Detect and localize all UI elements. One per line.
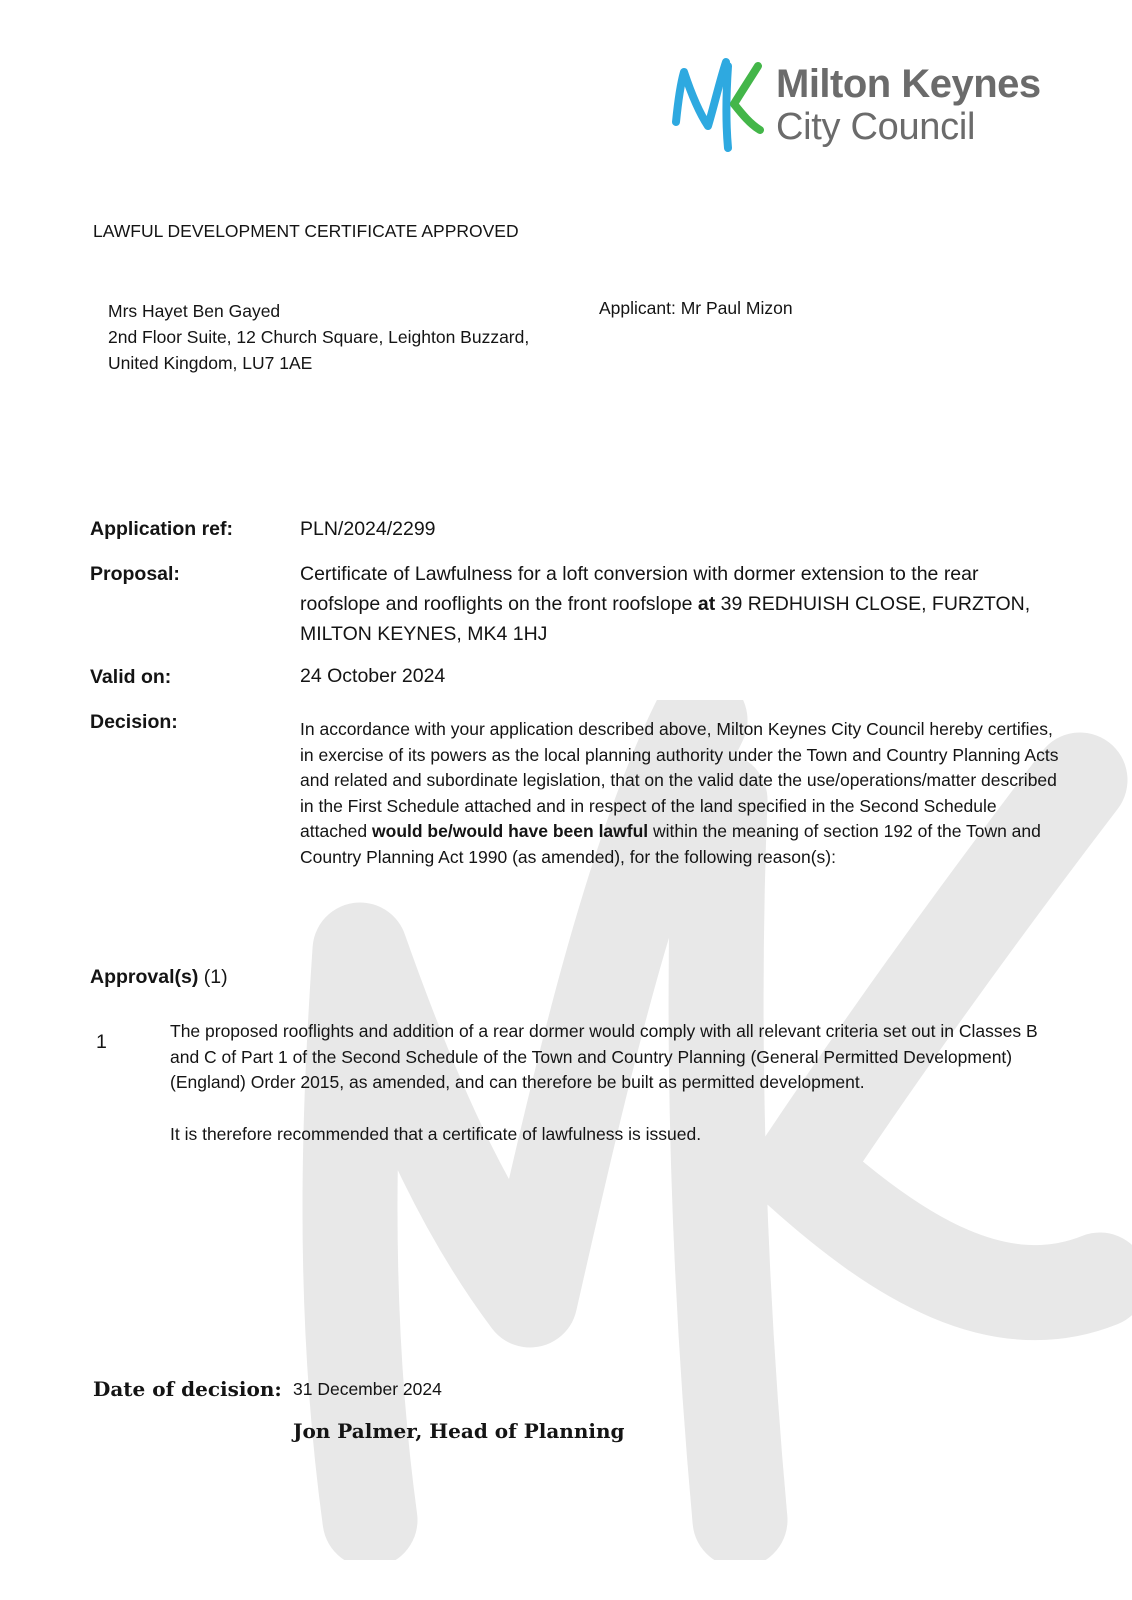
recipient-address [108,298,529,376]
reason-body [170,1019,1050,1147]
recipient-name: Mrs Hayet Ben Gayed [108,301,281,321]
application-ref-value: PLN/2024/2299 [300,518,436,540]
document-title: LAWFUL DEVELOPMENT CERTIFICATE APPROVED [93,221,519,241]
logo-line-1: Milton Keynes [776,62,1041,106]
decision-text-part-2: within the meaning of section 192 of the Town and Country Planning Act 1990 (as amended), for the following reason(s): [300,821,1041,867]
mk-logo-mark-icon [670,56,766,154]
decision-text-part-1: In accordance with your application described above, Milton Keynes City Council hereby certifies, in exercise of its powers as the local planning authority under the Town and Country Planning Acts and related and subordinate legislation, that on the valid date the use/operations/matter described in the First Schedule attached and in respect of the land specified in the Second Schedule attached [300,719,1059,841]
council-logo [670,56,1070,156]
date-of-decision-value: 31 December 2024 [293,1379,442,1399]
decision-lawful-phrase: would be/would have been lawful [372,821,649,841]
decision-text [300,717,1060,870]
reason-recommendation: It is therefore recommended that a certificate of lawfulness is issued. [170,1123,702,1144]
proposal-value [300,559,1060,649]
date-of-decision-label: Date of decision: [93,1377,282,1401]
applicant: Applicant: Mr Paul Mizon [599,298,793,318]
logo-line-2: City Council [776,106,976,148]
signatory: Jon Palmer, Head of Planning [293,1419,625,1443]
recipient-address-line-2: United Kingdom, LU7 1AE [108,353,313,373]
reason-text: The proposed rooflights and addition of a rear dormer would comply with all relevant criteria set out in Classes B and C of Part 1 of the Second Schedule of the Town and Country Planning (General Permitted Development) (England) Order 2015, as amended, and can therefore be built as permitted development. [170,1021,1038,1092]
approvals-heading [90,966,228,989]
reason-number: 1 [96,1031,107,1053]
proposal-site: 39 REDHUISH CLOSE, FURZTON, MILTON KEYNES, MK4 1HJ [300,593,1031,645]
approvals-count: (1) [203,966,228,988]
approvals-label: Approval(s) [90,966,199,988]
valid-on-label: Valid on: [90,666,172,688]
proposal-label: Proposal: [90,563,180,585]
proposal-at: at [697,593,716,615]
proposal-text: Certificate of Lawfulness for a loft conversion with dormer extension to the rear roofslope and rooflights on the front roofslope [300,563,979,615]
decision-label: Decision: [90,711,178,733]
application-ref-label: Application ref: [90,518,234,540]
valid-on-value: 24 October 2024 [300,665,446,687]
recipient-address-line-1: 2nd Floor Suite, 12 Church Square, Leighton Buzzard, [108,327,530,347]
